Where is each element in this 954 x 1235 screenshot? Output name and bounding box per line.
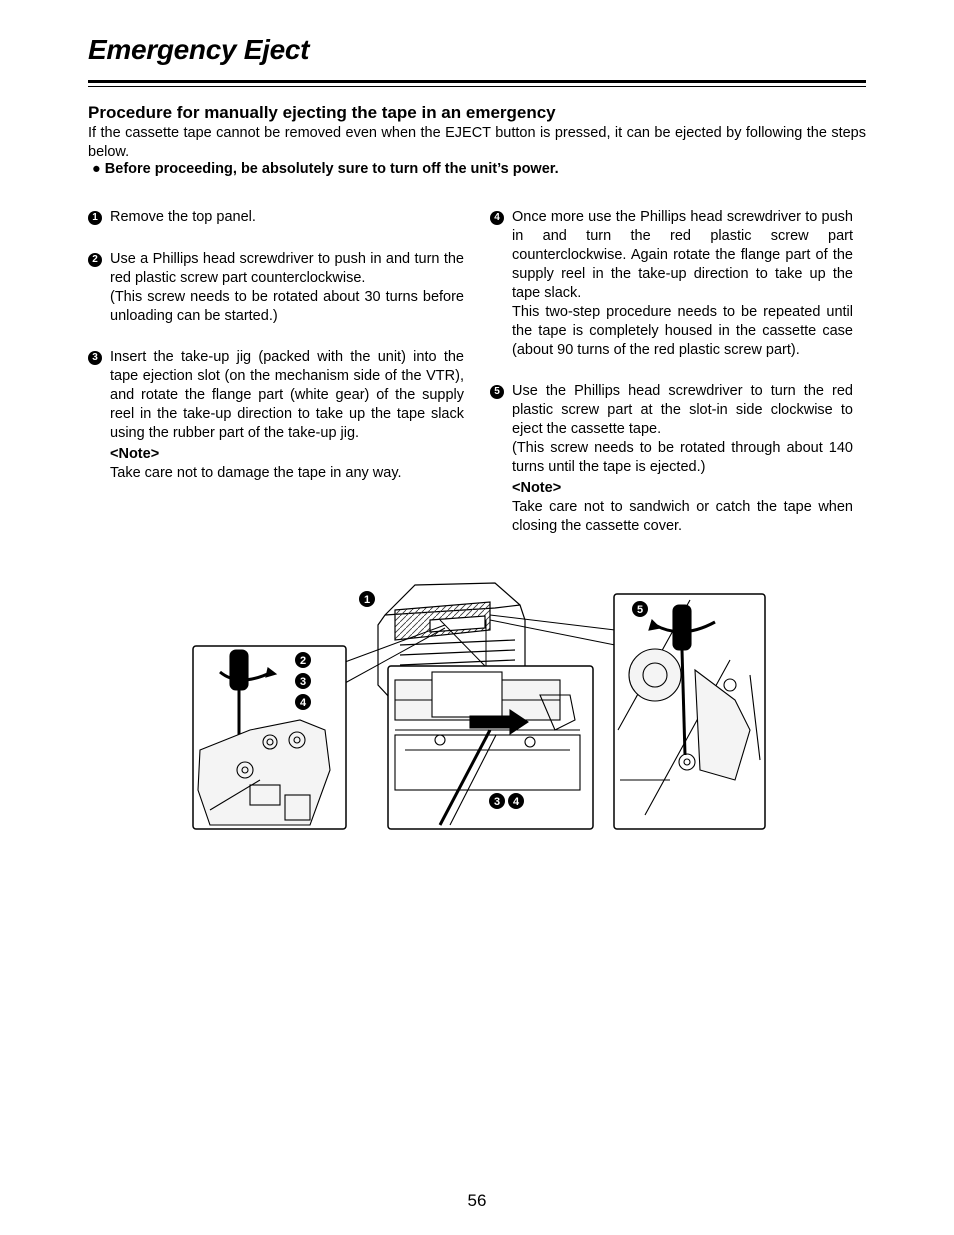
callout-number: 5	[636, 604, 644, 616]
callout-number: 2	[299, 655, 307, 667]
page-title: Emergency Eject	[88, 34, 310, 65]
step-1	[88, 208, 464, 227]
callout-number: 4	[299, 697, 307, 709]
callout-number: 4	[512, 796, 520, 808]
step-text: (This screw needs to be rotated about 30 turns before unloading can be started.)	[110, 289, 464, 324]
step-text: Once more use the Phillips head screwdriver to push in and turn the red plastic screw part counterclockwise. Again rotate the flange part of the supply reel in the take-up direction to take up the tape slack.	[512, 209, 853, 301]
eject-procedure-illustration	[190, 580, 770, 835]
callout-badge-1	[359, 591, 375, 607]
step-text: Insert the take-up jig (packed with the unit) into the tape ejection slot (on the mechanism side of the VTR), and rotate the flange part (white gear) of the supply reel in the take-up direction to take up the tape slack using the rubber part of the take-up jig.	[110, 349, 464, 441]
step-text: This two-step procedure needs to be repeated until the tape is completely housed in the cassette case (about 90 turns of the red plastic screw part).	[512, 304, 853, 358]
title-rule-thin	[88, 86, 866, 87]
step-5	[490, 382, 853, 536]
step-number-badge: 3	[88, 351, 102, 365]
callout-number: 3	[493, 796, 501, 808]
callout-badge-4	[295, 694, 311, 710]
callout-number: 3	[299, 676, 307, 688]
step-3	[88, 348, 464, 483]
screw-detail-inset	[193, 646, 346, 829]
steps-left-column	[88, 208, 464, 483]
step-number-badge: 1	[88, 211, 102, 225]
step-text: Use a Phillips head screwdriver to push in and turn the red plastic screw part counterclockwise.	[110, 251, 464, 286]
step-text: (This screw needs to be rotated through about 140 turns until the tape is ejected.)	[512, 440, 853, 475]
power-warning: ● Before proceeding, be absolutely sure to turn off the unit’s power.	[92, 161, 559, 177]
callout-badge-3	[295, 673, 311, 689]
callout-badge-2	[295, 652, 311, 668]
note-text: Take care not to damage the tape in any way.	[110, 465, 402, 481]
step-number-badge: 2	[88, 253, 102, 267]
step-2	[88, 250, 464, 326]
step-text: Use the Phillips head screwdriver to turn the red plastic screw part at the slot-in side clockwise to eject the cassette tape.	[512, 383, 853, 437]
page-number: 56	[467, 1191, 487, 1210]
steps-right-column	[490, 208, 853, 536]
step-4	[490, 208, 853, 360]
callout-badge-4-center	[508, 793, 524, 809]
intro-text: If the cassette tape cannot be removed even when the EJECT button is pressed, it can be ejected by following the steps below.	[88, 125, 866, 160]
step-number-badge: 5	[490, 385, 504, 399]
callout-badge-5	[632, 601, 648, 617]
step-number-badge: 4	[490, 211, 504, 225]
note-text: Take care not to sandwich or catch the tape when closing the cassette cover.	[512, 499, 853, 534]
callout-number: 1	[363, 594, 371, 606]
step-text: Remove the top panel.	[110, 209, 256, 225]
note-label: <Note>	[110, 446, 160, 462]
note-label: <Note>	[512, 480, 562, 496]
title-rule-thick	[88, 80, 866, 83]
callout-badge-3-center	[489, 793, 505, 809]
section-heading: Procedure for manually ejecting the tape in an emergency	[88, 103, 556, 122]
eject-screw-inset	[614, 594, 765, 829]
